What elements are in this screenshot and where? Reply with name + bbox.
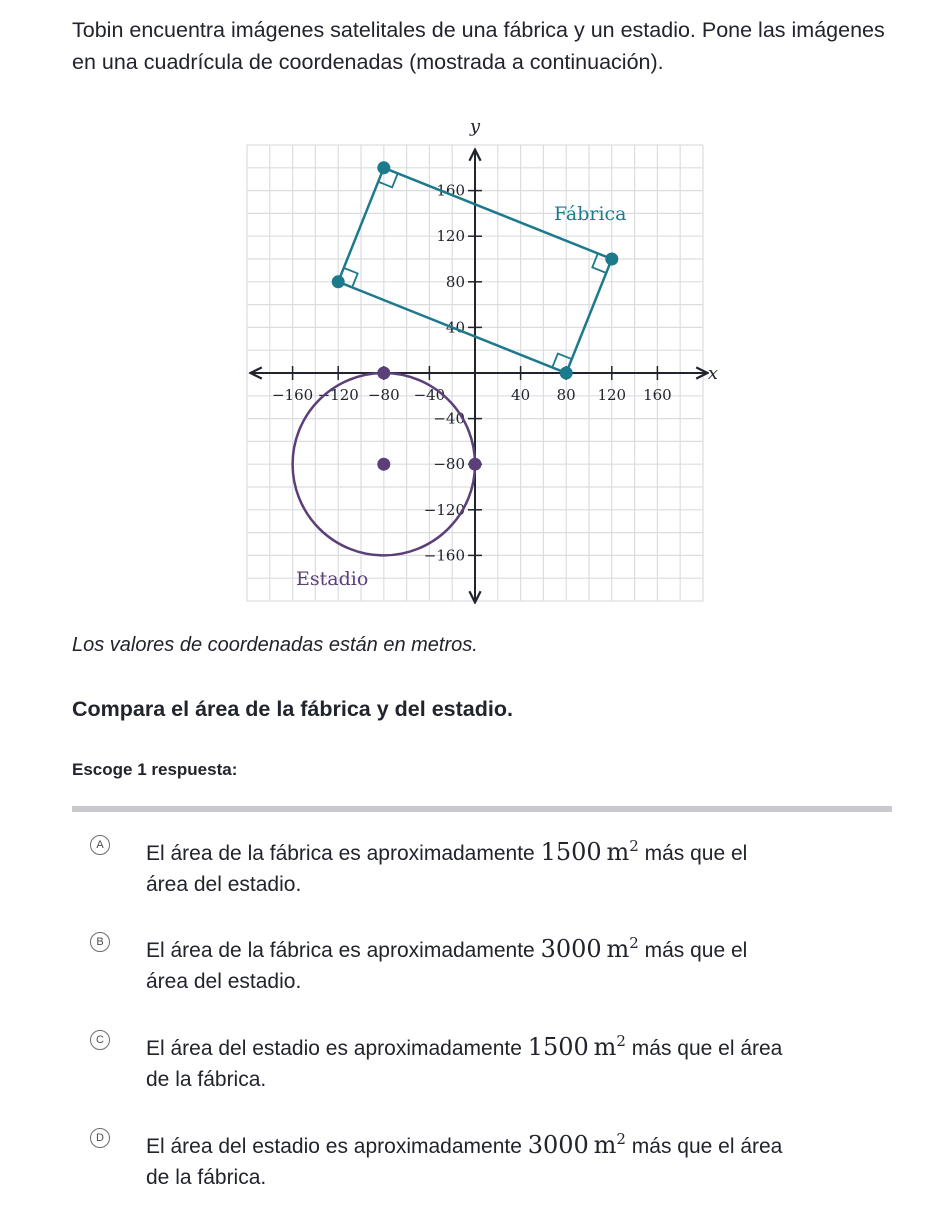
- x-tick-label: −80: [367, 386, 400, 404]
- y-tick-label: 160: [436, 181, 465, 200]
- x-tick-label: 160: [643, 386, 672, 404]
- y-tick-label: 120: [436, 227, 465, 246]
- choice-a-text[interactable]: El área de la fábrica es aproximadamente 1500 $m^2$ más que el área del estadio.: [146, 837, 748, 896]
- stadium-label: Estadio: [296, 568, 369, 590]
- x-tick-label: 120: [597, 386, 627, 404]
- stadium-circle-point: [377, 367, 390, 380]
- factory-vertex-point: [332, 275, 345, 288]
- y-tick-label: −80: [433, 455, 465, 474]
- y-tick-label: −160: [423, 546, 465, 565]
- factory-vertex-point: [605, 253, 618, 266]
- units-note: Los valores de coordenadas están en metros.: [72, 634, 478, 656]
- stadium-center-point: [377, 458, 390, 471]
- x-tick-label: −40: [413, 386, 446, 404]
- x-tick-label: 80: [556, 386, 576, 404]
- divider: [72, 806, 892, 812]
- x-axis-label: x: [707, 363, 718, 384]
- y-tick-label: −120: [423, 500, 465, 519]
- choice-c-text[interactable]: El área del estadio es aproximadamente 1500 $m^2$ más que el área de la fábrica.: [146, 1032, 783, 1091]
- choice-d-text[interactable]: El área del estadio es aproximadamente 3000 $m^2$ más que el área de la fábrica.: [146, 1130, 783, 1189]
- y-axis-label: y: [469, 116, 481, 137]
- choice-b-text[interactable]: El área de la fábrica es aproximadamente 3000 $m^2$ más que el área del estadio.: [146, 934, 748, 993]
- x-tick-label: 40: [511, 386, 531, 404]
- y-tick-label: 80: [445, 272, 465, 291]
- question-text: Compara el área de la fábrica y del estadio.: [72, 697, 513, 721]
- y-tick-label: −40: [433, 409, 465, 428]
- factory-vertex-point: [377, 161, 390, 174]
- choice-b-letter[interactable]: B: [90, 932, 110, 952]
- answer-prompt: Escoge 1 respuesta:: [72, 760, 238, 779]
- choice-a-letter[interactable]: A: [90, 835, 110, 855]
- factory-label: Fábrica: [554, 203, 627, 225]
- x-tick-label: −120: [317, 386, 359, 404]
- axes: [252, 116, 718, 601]
- choice-d-letter[interactable]: D: [90, 1128, 110, 1148]
- coordinate-graph: [240, 108, 720, 608]
- y-tick-label: 40: [445, 318, 465, 337]
- problem-intro: Tobin encuentra imágenes satelitales de una fábrica y un estadio. Pone las imágenes en una cuadrícula de coordenadas (mostrada a continuación).: [72, 18, 885, 74]
- x-tick-label: −160: [271, 386, 314, 404]
- stadium-circle-point: [469, 458, 482, 471]
- choice-c-letter[interactable]: C: [90, 1030, 110, 1050]
- factory-vertex-point: [560, 367, 573, 380]
